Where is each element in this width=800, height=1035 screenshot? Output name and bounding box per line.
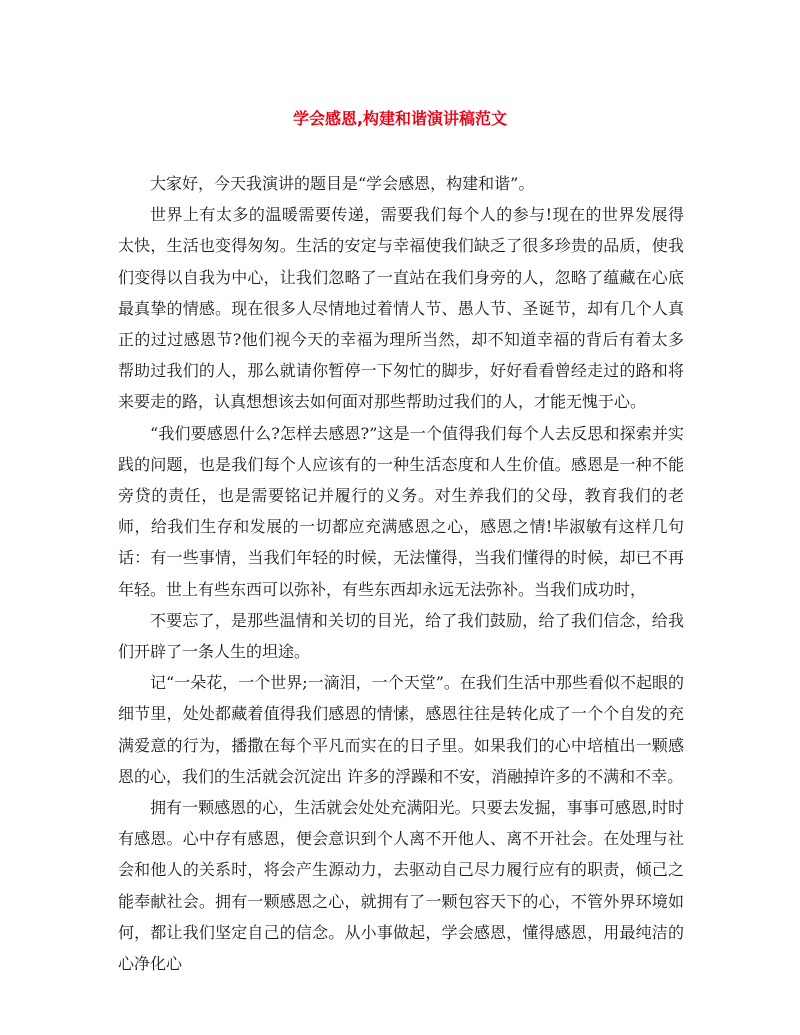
paragraph-greeting: 大家好，今天我演讲的题目是“学会感恩，构建和谐”。 [150, 174, 535, 193]
paragraph-what-to-thank: “我们要感恩什么?怎样去感恩?”这是一个值得我们每个人去反思和探索并实践的问题，也是我们每个人应该有的一种生活态度和人生价值。感恩是一种不能旁贷的责任，也是需要铭记并履行的义务。对生养我们的父母，教育我们的老师，给我们生存和发展的一切都应充满感恩之心，感恩之情!毕淑敏有这样几句话：有一些事情，当我们年轻的时候，无法懂得，当我们懂得的时候，却已不再年轻。世上有些东西可以弥补，有些东西却永远无法弥补。当我们成功时， [118, 423, 684, 599]
document-title: 学会感恩,构建和谐演讲稿范文 [292, 109, 508, 128]
paragraph-dont-forget: 不要忘了，是那些温情和关切的目光，给了我们鼓励，给了我们信念，给我们开辟了一条人生的坦途。 [118, 610, 684, 662]
paragraph-one-flower: 记“一朵花，一个世界;一滴泪，一个天堂”。在我们生活中那些看似不起眼的细节里，处处都藏着值得我们感恩的情愫，感恩往往是转化成了一个个自发的充满爱意的行为，播撒在每个平凡而实在的日子里。如果我们的心中培植出一颗感恩的心，我们的生活就会沉淀出 许多的浮躁和不安，消融掉许多的不满和不幸。 [118, 673, 684, 786]
paragraph-warmth: 世界上有太多的温暖需要传递，需要我们每个人的参与!现在的世界发展得太快，生活也变得匆匆。生活的安定与幸福使我们缺乏了很多珍贵的品质，使我们变得以自我为中心，让我们忽略了一直站在我们身旁的人，忽略了蕴藏在心底最真挚的情感。现在很多人尽情地过着情人节、愚人节、圣诞节，却有几个人真正的过过感恩节?他们视今天的幸福为理所当然，却不知道幸福的背后有着太多帮助过我们的人，那么就请你暂停一下匆忙的脚步，好好看看曾经走过的路和将来要走的路，认真想想该去如何面对那些帮助过我们的人，才能无愧于心。 [118, 205, 684, 412]
paragraph-grateful-heart: 拥有一颗感恩的心，生活就会处处充满阳光。只要去发掘，事事可感恩,时时有感恩。心中存有感恩，便会意识到个人离不开他人、离不开社会。在处理与社会和他人的关系时，将会产生源动力，去驱动自己尽力履行应有的职责，倾己之能奉献社会。拥有一颗感恩之心，就拥有了一颗包容天下的心，不管外界环境如何，都让我们坚定自己的信念。从小事做起，学会感恩，懂得感恩，用最纯洁的心净化心 [118, 798, 684, 974]
document-body [118, 168, 684, 979]
